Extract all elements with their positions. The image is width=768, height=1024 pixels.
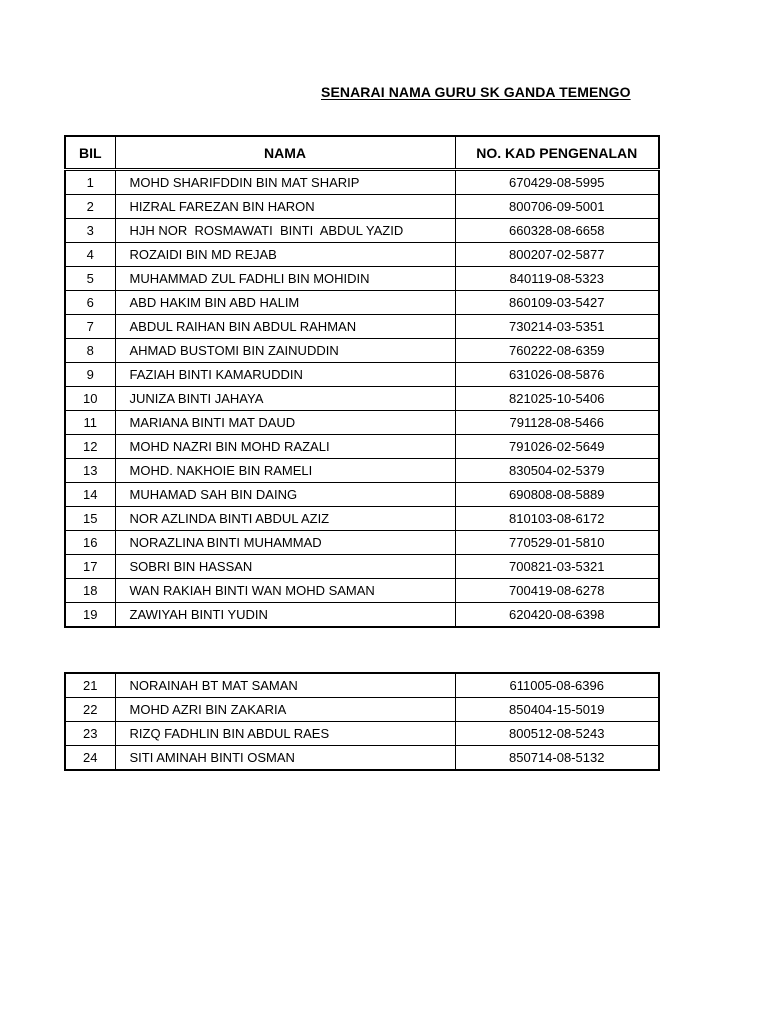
table-row — [65, 698, 659, 722]
teacher-name: NORAZLINA BINTI MUHAMMAD — [115, 531, 455, 555]
table-header-row — [65, 136, 659, 170]
row-number: 7 — [65, 315, 115, 339]
teacher-table-part-1 — [64, 135, 660, 628]
teacher-name: MUHAMMAD ZUL FADHLI BIN MOHIDIN — [115, 267, 455, 291]
teacher-name: WAN RAKIAH BINTI WAN MOHD SAMAN — [115, 579, 455, 603]
teacher-name: ROZAIDI BIN MD REJAB — [115, 243, 455, 267]
table-row — [65, 435, 659, 459]
table-row — [65, 746, 659, 771]
row-number: 12 — [65, 435, 115, 459]
teacher-name: MARIANA BINTI MAT DAUD — [115, 411, 455, 435]
teacher-name: ABD HAKIM BIN ABD HALIM — [115, 291, 455, 315]
row-number: 8 — [65, 339, 115, 363]
ic-number: 800512-08-5243 — [455, 722, 659, 746]
teacher-name: SITI AMINAH BINTI OSMAN — [115, 746, 455, 771]
row-number: 19 — [65, 603, 115, 628]
table-row — [65, 387, 659, 411]
ic-number: 860109-03-5427 — [455, 291, 659, 315]
table-row — [65, 219, 659, 243]
teacher-name: FAZIAH BINTI KAMARUDDIN — [115, 363, 455, 387]
ic-number: 631026-08-5876 — [455, 363, 659, 387]
teacher-name: RIZQ FADHLIN BIN ABDUL RAES — [115, 722, 455, 746]
ic-number: 730214-03-5351 — [455, 315, 659, 339]
teacher-name: NORAINAH BT MAT SAMAN — [115, 673, 455, 698]
teacher-name: MOHD AZRI BIN ZAKARIA — [115, 698, 455, 722]
row-number: 2 — [65, 195, 115, 219]
row-number: 18 — [65, 579, 115, 603]
ic-number: 690808-08-5889 — [455, 483, 659, 507]
teacher-table-part-2 — [64, 672, 660, 771]
ic-number: 660328-08-6658 — [455, 219, 659, 243]
ic-number: 700419-08-6278 — [455, 579, 659, 603]
table-row — [65, 315, 659, 339]
teacher-name: ZAWIYAH BINTI YUDIN — [115, 603, 455, 628]
teacher-name: MOHD. NAKHOIE BIN RAMELI — [115, 459, 455, 483]
ic-number: 800207-02-5877 — [455, 243, 659, 267]
teacher-name: ABDUL RAIHAN BIN ABDUL RAHMAN — [115, 315, 455, 339]
ic-number: 840119-08-5323 — [455, 267, 659, 291]
teacher-name: NOR AZLINDA BINTI ABDUL AZIZ — [115, 507, 455, 531]
table-row — [65, 603, 659, 628]
table-row — [65, 555, 659, 579]
ic-number: 800706-09-5001 — [455, 195, 659, 219]
teacher-name: SOBRI BIN HASSAN — [115, 555, 455, 579]
row-number: 4 — [65, 243, 115, 267]
ic-number: 821025-10-5406 — [455, 387, 659, 411]
teacher-name: HJH NOR ROSMAWATI BINTI ABDUL YAZID — [115, 219, 455, 243]
ic-number: 760222-08-6359 — [455, 339, 659, 363]
ic-number: 850404-15-5019 — [455, 698, 659, 722]
row-number: 10 — [65, 387, 115, 411]
header-bil: BIL — [65, 136, 115, 170]
table-row — [65, 459, 659, 483]
table-row — [65, 507, 659, 531]
teacher-name: MOHD SHARIFDDIN BIN MAT SHARIP — [115, 170, 455, 195]
row-number: 13 — [65, 459, 115, 483]
ic-number: 810103-08-6172 — [455, 507, 659, 531]
ic-number: 620420-08-6398 — [455, 603, 659, 628]
ic-number: 700821-03-5321 — [455, 555, 659, 579]
row-number: 11 — [65, 411, 115, 435]
row-number: 3 — [65, 219, 115, 243]
row-number: 22 — [65, 698, 115, 722]
table-row — [65, 673, 659, 698]
ic-number: 670429-08-5995 — [455, 170, 659, 195]
table-row — [65, 411, 659, 435]
table-row — [65, 339, 659, 363]
table-row — [65, 483, 659, 507]
row-number: 23 — [65, 722, 115, 746]
teacher-name: MOHD NAZRI BIN MOHD RAZALI — [115, 435, 455, 459]
teacher-name: JUNIZA BINTI JAHAYA — [115, 387, 455, 411]
teacher-name: AHMAD BUSTOMI BIN ZAINUDDIN — [115, 339, 455, 363]
row-number: 9 — [65, 363, 115, 387]
table-row — [65, 195, 659, 219]
table-row — [65, 531, 659, 555]
row-number: 16 — [65, 531, 115, 555]
table-row — [65, 170, 659, 195]
ic-number: 850714-08-5132 — [455, 746, 659, 771]
row-number: 1 — [65, 170, 115, 195]
header-nama: NAMA — [115, 136, 455, 170]
row-number: 24 — [65, 746, 115, 771]
row-number: 14 — [65, 483, 115, 507]
document-title-wrapper — [0, 84, 659, 102]
teacher-table-body-part-2 — [65, 673, 659, 770]
document-title: SENARAI NAMA GURU SK GANDA TEMENGO — [321, 84, 631, 100]
row-number: 17 — [65, 555, 115, 579]
ic-number: 611005-08-6396 — [455, 673, 659, 698]
teacher-name: HIZRAL FAREZAN BIN HARON — [115, 195, 455, 219]
row-number: 5 — [65, 267, 115, 291]
ic-number: 830504-02-5379 — [455, 459, 659, 483]
table-row — [65, 267, 659, 291]
table-row — [65, 291, 659, 315]
header-ic: NO. KAD PENGENALAN — [455, 136, 659, 170]
row-number: 6 — [65, 291, 115, 315]
ic-number: 770529-01-5810 — [455, 531, 659, 555]
teacher-table-body-part-1 — [65, 170, 659, 628]
ic-number: 791128-08-5466 — [455, 411, 659, 435]
teacher-name: MUHAMAD SAH BIN DAING — [115, 483, 455, 507]
row-number: 21 — [65, 673, 115, 698]
table-row — [65, 722, 659, 746]
table-row — [65, 579, 659, 603]
row-number: 15 — [65, 507, 115, 531]
ic-number: 791026-02-5649 — [455, 435, 659, 459]
table-row — [65, 363, 659, 387]
table-row — [65, 243, 659, 267]
